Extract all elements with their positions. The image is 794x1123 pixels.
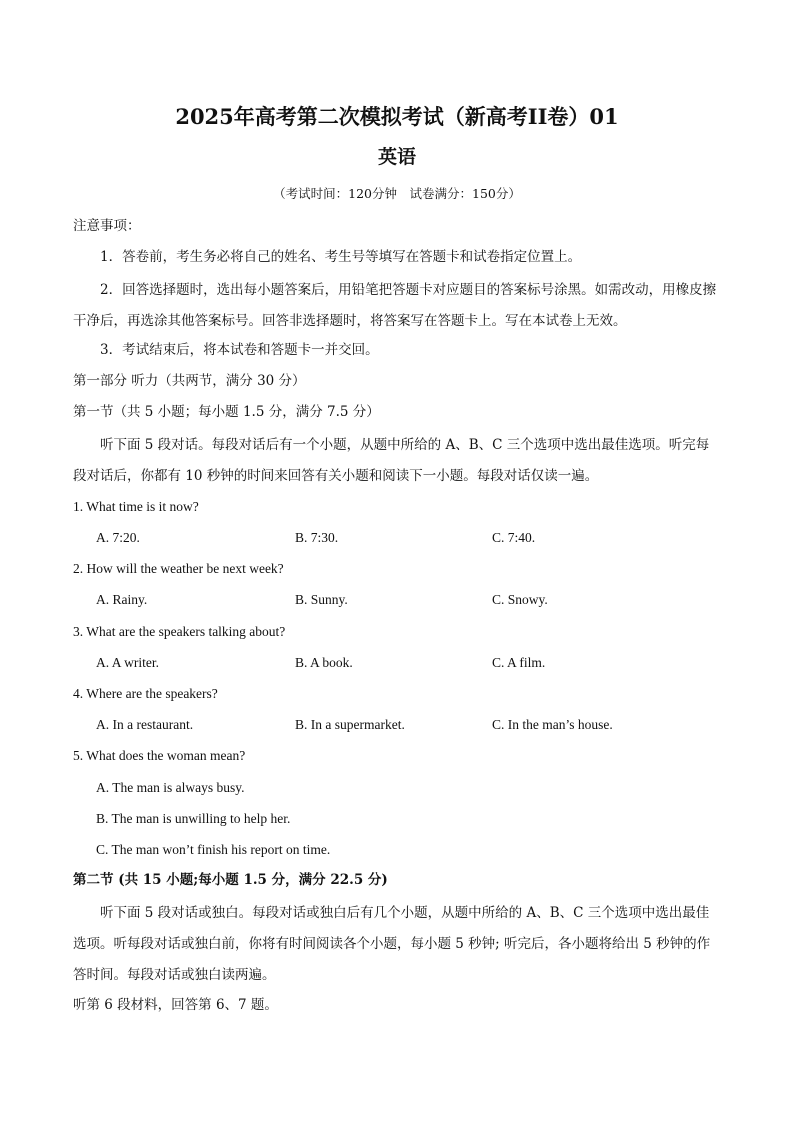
question-3-stem: 3. What are the speakers talking about? (73, 624, 286, 639)
exam-title: 2025年高考第二次模拟考试（新高考II卷）01 (175, 104, 619, 129)
question-2-option-b: B. Sunny. (295, 592, 348, 607)
part1-heading: 第一部分 听力（共两节，满分 30 分） (73, 373, 306, 389)
question-2-option-c: C. Snowy. (492, 592, 548, 607)
material-6-note: 听第 6 段材料，回答第 6、7 题。 (73, 997, 278, 1013)
section1-instructions: 听下面 5 段对话。每段对话后有一个小题，从题中所给的 A、B、C 三个选项中选出最佳选项。听完每段对话后，你都有 10 秒钟的时间来回答有关小题和阅读下一小题。每段对话仅读一遍。 (73, 437, 710, 484)
notes-heading: 注意事项： (73, 218, 141, 234)
exam-info: （考试时间：120分钟 试卷满分：150分） (273, 186, 521, 201)
question-4-option-c: C. In the man’s house. (492, 717, 613, 732)
question-5-option-c: C. The man won’t finish his report on time. (96, 842, 331, 857)
section2-heading: 第二节 (共 15 小题;每小题 1.5 分，满分 22.5 分) (73, 872, 388, 888)
question-1-option-c: C. 7:40. (492, 530, 536, 545)
note-item-2: 2．回答选择题时，选出每小题答案后，用铅笔把答题卡对应题目的答案标号涂黑。如需改动，用橡皮擦干净后，再选涂其他答案标号。回答非选择题时，将答案写在答题卡上。写在本试卷上无效。 (73, 282, 717, 329)
question-3-option-b: B. A book. (295, 655, 353, 670)
note-item-3: 3．考试结束后，将本试卷和答题卡一并交回。 (100, 342, 379, 358)
note-item-1: 1．答卷前，考生务必将自己的姓名、考生号等填写在答题卡和试卷指定位置上。 (100, 249, 582, 265)
question-1-option-a: A. 7:20. (96, 530, 140, 545)
question-2-stem: 2. How will the weather be next week? (73, 561, 284, 576)
question-3-option-c: C. A film. (492, 655, 546, 670)
question-5-option-b: B. The man is unwilling to help her. (96, 811, 291, 826)
question-4-option-a: A. In a restaurant. (96, 717, 194, 732)
question-4-stem: 4. Where are the speakers? (73, 686, 218, 701)
question-5-stem: 5. What does the woman mean? (73, 748, 246, 763)
question-3-option-a: A. A writer. (96, 655, 159, 670)
question-5-option-a: A. The man is always busy. (96, 780, 245, 795)
question-1-option-b: B. 7:30. (295, 530, 339, 545)
question-1-stem: 1. What time is it now? (73, 499, 199, 514)
question-2-option-a: A. Rainy. (96, 592, 148, 607)
question-4-option-b: B. In a supermarket. (295, 717, 405, 732)
section1-heading: 第一节（共 5 小题；每小题 1.5 分，满分 7.5 分） (73, 404, 380, 420)
section2-instructions: 听下面 5 段对话或独白。每段对话或独白后有几个小题，从题中所给的 A、B、C 三个选项中选出最佳选项。听每段对话或独白前，你将有时间阅读各个小题，每小题 5 秒钟; 听完后，各小题将给出 5 秒钟的作答时间。每段对话或独白读两遍。 (73, 905, 711, 983)
subject-title: 英语 (377, 146, 416, 168)
